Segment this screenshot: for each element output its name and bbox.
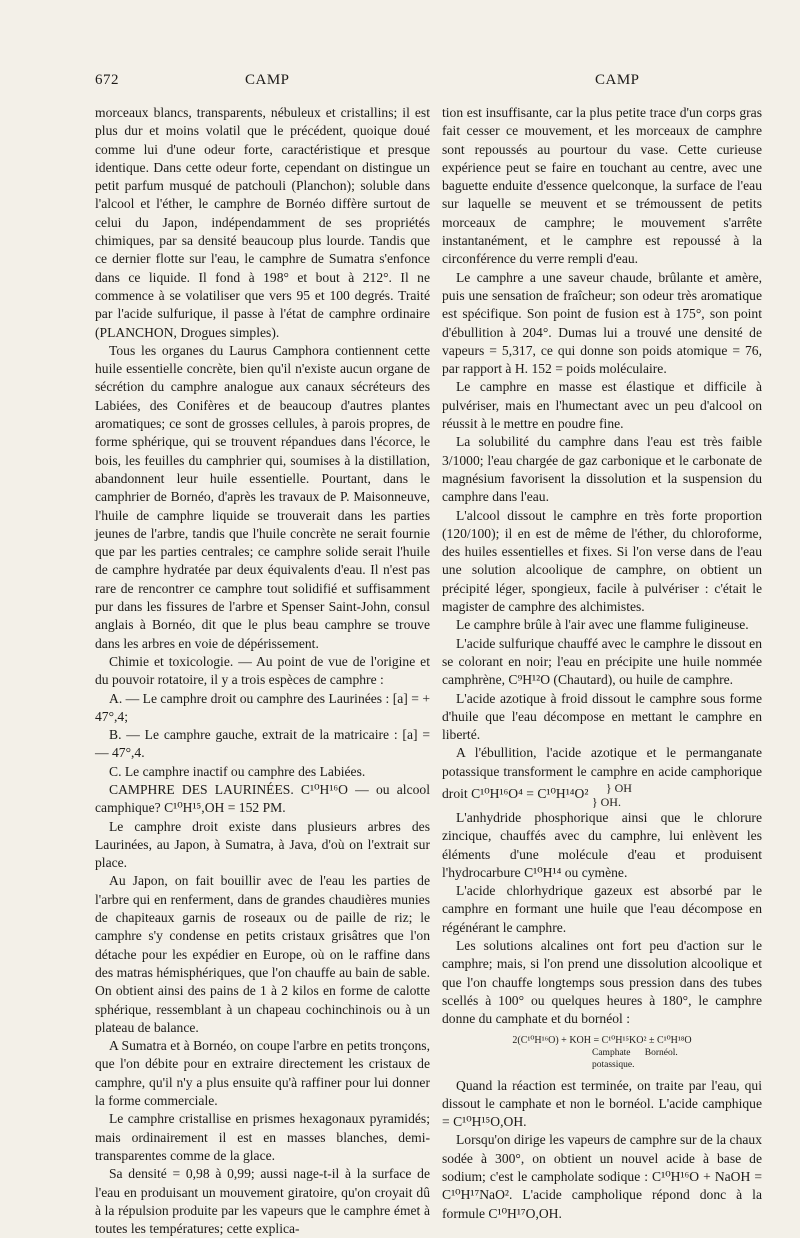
running-head-right: CAMP	[595, 72, 640, 88]
oh-brace: } OH } OH.	[591, 780, 632, 809]
list-item: B. — Le camphre gauche, extrait de la matricaire : [a] = — 47°,4.	[95, 727, 430, 761]
paragraph: Le camphre brûle à l'air avec une flamme fuligineuse.	[456, 617, 749, 633]
paragraph: Le camphre en masse est élastique et difficile à pulvériser, mais en l'humectant avec un peu d'alcool on réussit à le mettre en poudre fine.	[442, 379, 762, 432]
right-column	[442, 104, 762, 1223]
paragraph: L'acide chlorhydrique gazeux est absorbé par le camphre en formant une huile que l'eau décompose en régénérant le camphre.	[442, 883, 762, 935]
paragraph: L'acide azotique à froid dissout le camphre sous forme d'huile que l'eau décompose en mettant le camphre en liberté.	[442, 690, 762, 743]
oh-top: OH	[614, 780, 632, 795]
oh-bottom: OH.	[600, 794, 621, 809]
list-item: C. Le camphre inactif ou camphre des Labiées.	[109, 763, 366, 779]
list-item: A. — Le camphre droit ou camphre des Laurinées : [a] = + 47°,4;	[95, 690, 430, 724]
paragraph: Au Japon, on fait bouillir avec de l'eau les parties de l'arbre qui en renferment, dans de grandes chaudières munies de chapiteaux garnis de roseaux ou de paille de riz; le camphre s'y condense en petits cristaux grisâtres que l'on détache pour les expédier en Europe, où on le raffine dans des matras hémisphériques, que l'on chauffe au bain de sable. On obtient ainsi des pains de 1 à 2 kilos en forme de calotte sphérique, ressemblant à un chapeau cochinchinois ou à un plateau de balance.	[95, 873, 430, 1035]
paragraph: Le camphre droit existe dans plusieurs arbres des Laurinées, au Japon, à Sumatra, à Java, d'où on l'extrait sur place.	[95, 818, 430, 871]
label-potassique: potassique.	[592, 1059, 635, 1070]
paragraph: L'acide sulfurique chauffé avec le camphre le dissout en se colorant en noir; l'eau en précipite une huile nommée camphrène, C⁹H¹²O (Chautard), ou huile de camphre.	[442, 635, 762, 688]
paragraph: Sa densité = 0,98 à 0,99; aussi nage-t-il à la surface de l'eau en produisant un mouvement giratoire, qu'on croyait dû à la répulsion produite par les vapeurs que le camphre émet à toutes les températures; cette explica-	[95, 1166, 430, 1237]
section-heading-paragraph: Chimie et toxicologie. — Au point de vue de l'origine et du pouvoir rotatoire, il y a trois espèces de camphre :	[95, 653, 430, 688]
paragraph: Tous les organes du Laurus Camphora contiennent cette huile essentielle concrète, bien qu'il n'existe aucun organe de sécrétion du camphre analogue aux canaux sécréteurs des Labiées, des Conifères et de beaucoup d'autres plantes aromatiques; ce sont de grosses cellules, à parois propres, de forme sphérique, qui se trouvent répandues dans l'écorce, le bois, les feuilles du camphrier qui, soumises à la distillation, abandonnent leur huile essentielle. Pourtant, dans le camphrier de Bornéo, d'après les travaux de P. Maisonneuve, l'huile de camphre liquide se trouverait dans les parties jeunes de l'arbre, tandis que l'huile concrète ne serait fournie que par les parties centrales; ce camphre solide serait l'huile de camphre hydratée par deux équivalents d'eau. Il n'est pas rare de rencontrer ce camphre tout solidifié et suffisamment pur dans les fissures de l'arbre et Spenser Saint-John, consul anglais à Bornéo, dit que le plus beau camphre se trouve dans les arbres en voie de dépérissement.	[95, 342, 430, 651]
left-column	[95, 104, 430, 1238]
paragraph-text: A l'ébullition, l'acide azotique et le permanganate potassique transforment le camphre en acide camphorique droit C¹⁰H¹⁶O⁴ = C¹⁰H¹⁴O²	[442, 745, 762, 802]
paragraph: tion est insuffisante, car la plus petite trace d'un corps gras fait cesser ce mouvement, et les morceaux de camphre sont repoussés au pourtour du vase. Cette curieuse expérience peut se faire en touchant au centre, avec une baguette enduite d'essence quelconque, la surface de l'eau sur laquelle se meuvent et se trémoussent de petits morceaux de camphre; le mouvement s'arrête instantanément, et le camphre est repoussé à la circonférence du verre rempli d'eau.	[442, 105, 762, 267]
paragraph: A Sumatra et à Bornéo, on coupe l'arbre en petits tronçons, que l'on débite pour en extraire directement les cristaux de camphre, qu'il n'y a plus ensuite qu'à raffiner pour lui donner la forme commerciale.	[95, 1038, 430, 1109]
paragraph: L'alcool dissout le camphre en très forte proportion (120/100); il en est de même de l'éther, du chloroforme, des huiles essentielles et fixes. Si l'on verse dans de l'eau une solution alcoolique de camphre, on obtient un précipité léger, spongieux, facile à pulvériser : c'était le magister de camphre des alchimistes.	[442, 507, 762, 615]
chemical-equation	[442, 1035, 762, 1071]
equation-labels	[442, 1047, 762, 1071]
paragraph: Lorsqu'on dirige les vapeurs de camphre sur de la chaux sodée à 300°, on obtient un nouvel acide à base de sodium; c'est le campholate sodique : C¹⁰H¹⁶O + NaOH = C¹⁰H¹⁷NaO². L'acide campholique répond donc à la formule C¹⁰H¹⁷O,OH.	[442, 1132, 762, 1221]
paragraph: L'anhydride phosphorique ainsi que le chlorure zincique, chauffés avec du camphre, lui enlèvent les éléments d'une molécule d'eau et produisent l'hydrocarbure C¹⁰H¹⁴ ou cymène.	[442, 809, 762, 880]
label-camphate: Camphate	[592, 1047, 631, 1058]
page-number: 672	[95, 72, 119, 88]
running-header	[95, 72, 760, 94]
paragraph: morceaux blancs, transparents, nébuleux et cristallins; il est plus dur et moins volatil que le précédent, quoique doué comme lui d'une odeur forte, caractéristique et presque identique. Dans cette odeur forte, cependant on distingue un petit parfum musqué de patchouli (Planchon); soluble dans l'alcool et l'éther, le camphre de Bornéo diffère surtout de celui du Japon, indépendamment de ses propriétés chimiques, par sa densité beaucoup plus lourde. Tandis que ce dernier flotte sur l'eau, le camphre de Sumatra s'enfonce dans ce liquide. Il fond à 198° et bout à 212°. Il ne commence à se volatiliser que vers 95 et 100 degrés. Traité par l'acide sulfurique, il passe à l'état de camphre ordinaire (PLANCHON, Drogues simples).	[95, 105, 430, 340]
running-head-left: CAMP	[245, 72, 290, 88]
paragraph: Le camphre a une saveur chaude, brûlante et amère, puis une sensation de fraîcheur; son odeur très aromatique est spécifique. Son point de fusion est à 175°, son point d'ébullition à 204°. Dumas lui a trouvé une densité de vapeurs = 5,317, ce qui donne son poids atomique = 76, par rapport à H. 152 = poids moléculaire.	[442, 269, 762, 377]
paragraph: Les solutions alcalines ont fort peu d'action sur le camphre; mais, si l'on prend une dissolution alcoolique et que l'on chauffe longtemps sous pression dans des tubes scellés à 100° ou quelques heures à 180°, le camphre donne du camphate et du bornéol :	[442, 938, 762, 1027]
paragraph: CAMPHRE DES LAURINÉES. C¹⁰H¹⁶O — ou alcool camphique? C¹⁰H¹⁵,OH = 152 PM.	[95, 781, 430, 816]
paragraph-with-formula	[442, 744, 762, 809]
equation-text: 2(C¹⁰H¹⁶O) + KOH = C¹⁰H¹⁵KO² ± C¹⁰H¹⁸O	[512, 1034, 692, 1046]
paragraph: Le camphre cristallise en prismes hexagonaux pyramidés; mais ordinairement il est en masses blanches, demi-transparentes comme de la glace.	[95, 1111, 430, 1163]
paragraph: Quand la réaction est terminée, on traite par l'eau, qui dissout le camphate et non le bornéol. L'acide camphique = C¹⁰H¹⁵O,OH.	[442, 1077, 762, 1130]
paragraph: La solubilité du camphre dans l'eau est très faible 3/1000; l'eau chargée de gaz carbonique et le carbonate de magnésium favorisent la dissolution et la suspension du camphre dans l'eau.	[442, 434, 762, 505]
label-borneol: Bornéol.	[644, 1047, 678, 1058]
